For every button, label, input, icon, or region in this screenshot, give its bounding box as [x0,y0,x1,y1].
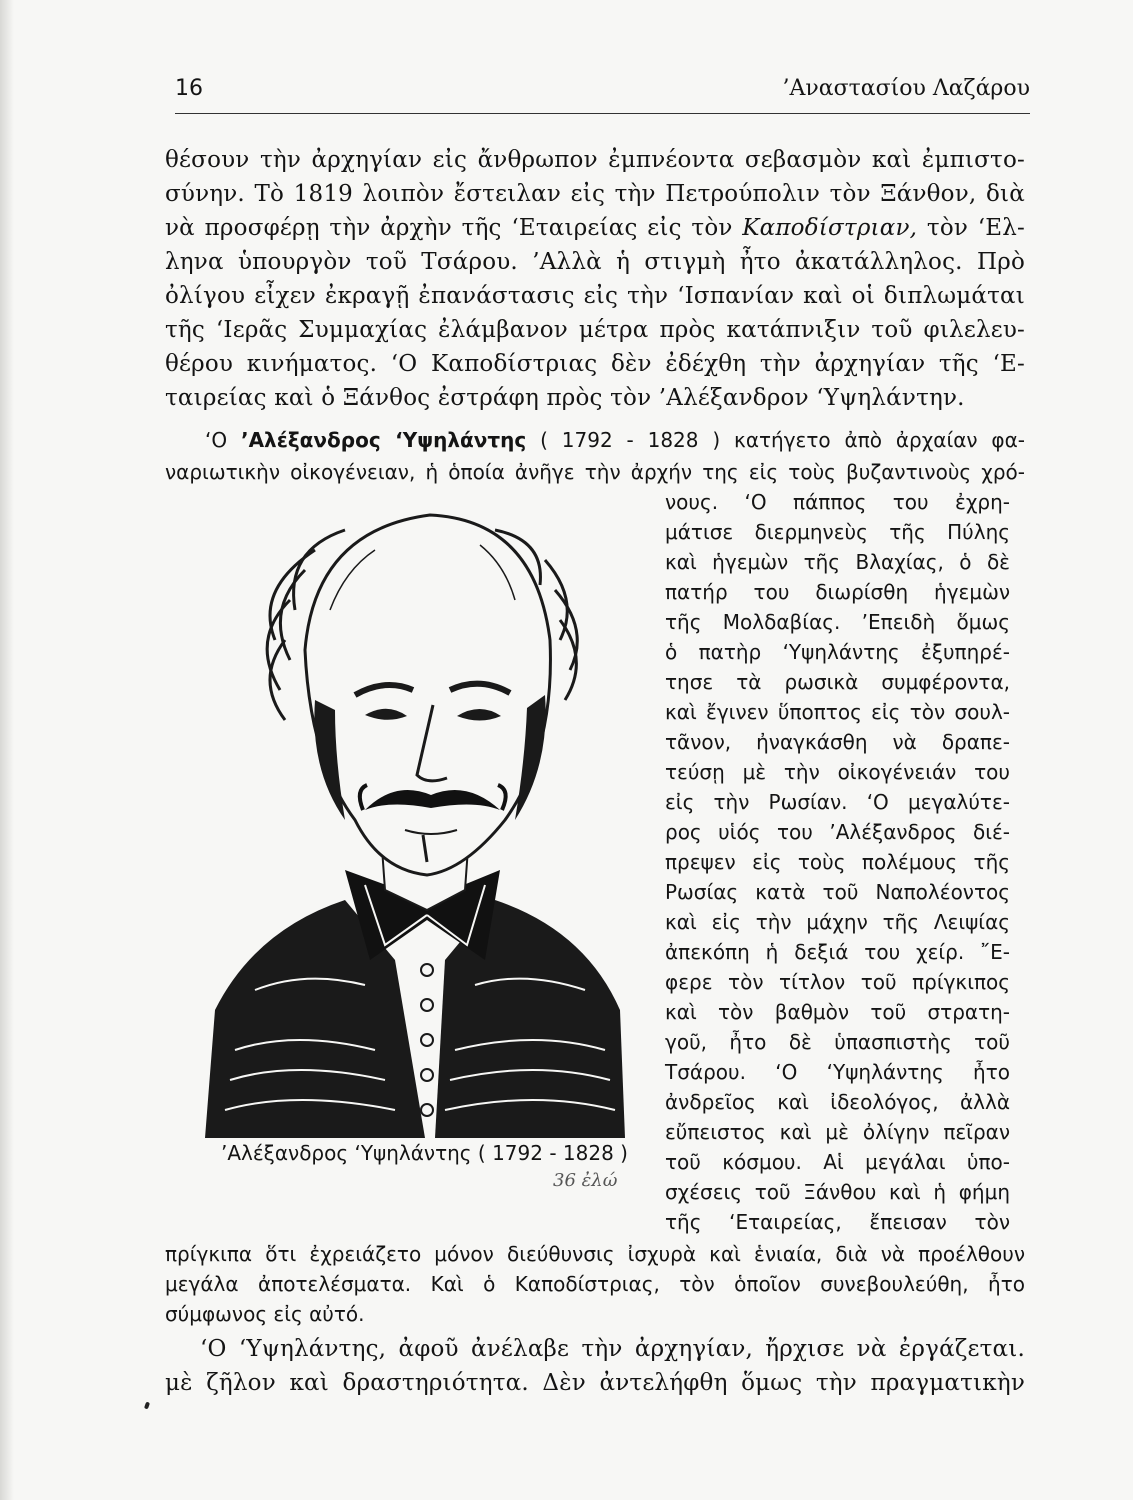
text-line: σύμφωνος εἰς αὐτό. [165,1302,365,1326]
text-line: τεύσῃ μὲ τὴν οἰκογένειάν του [665,760,1010,784]
running-head: ’Αναστασίου Λαζάρου [782,76,1030,101]
text-line: θέσουν τὴν ἀρχηγίαν εἰς ἄνθρωπον ἐμπνέοντα σεβασμὸν καὶ ἐμπιστο- [165,147,1025,173]
text-line: ἀπεκόπη ἡ δεξιά του χείρ. ῎Ε- [665,940,1010,964]
text-line: Τσάρου. ‘Ο ‘Υψηλάντης ἦτο [665,1060,1010,1084]
text-line: μὲ ζῆλον καὶ δραστηριότητα. Δὲν ἀντελήφθη ὅμως τὴν πραγματικὴν [165,1370,1025,1396]
text-line: ταιρείας καὶ ὁ Ξάνθος ἐστράφη πρὸς τὸν ’Αλέξανδρον ‘Υψηλάντην. [165,385,965,411]
text-line: ‘Ο ’Αλέξανδρος ‘Υψηλάντης ( 1792 - 1828 ) κατήγετο ἀπὸ ἀρχαίαν φα- [205,428,1026,452]
text-line: τῆς Μολδαβίας. ’Επειδὴ ὅμως [665,610,1010,634]
header-rule [175,113,1030,114]
text-line: μεγάλα ἀποτελέσματα. Καὶ ὁ Καποδίστριας, τὸν ὁποῖον συνεβουλεύθη, ἦτο [165,1272,1025,1296]
text-line: πατήρ του διωρίσθη ἡγεμὼν [665,580,1010,604]
text-line: γοῦ, ἦτο δὲ ὑπασπιστὴς τοῦ [665,1030,1010,1054]
text-line: Ρωσίας κατὰ τοῦ Ναπολέοντος [665,880,1010,904]
text-line: καὶ εἰς τὴν μάχην τῆς Λειψίας [665,910,1010,934]
text-line: τᾶνον, ἠναγκάσθη νὰ δραπε- [665,730,1010,754]
text-line: σύνην. Τὸ 1819 λοιπὸν ἔστειλαν εἰς τὴν Πετρούπολιν τὸν Ξάνθον, διὰ [165,181,1025,207]
text-line: νὰ προσφέρῃ τὴν ἀρχὴν τῆς ‘Εταιρείας εἰς τὸν Καποδίστριαν, τὸν ‘Ελ- [165,215,1025,241]
text-line: τῆς ‘Εταιρείας, ἔπεισαν τὸν [665,1210,1010,1234]
text-line: τοῦ κόσμου. Αἱ μεγάλαι ὑπο- [665,1150,1010,1174]
text-line: καὶ ἡγεμὼν τῆς Βλαχίας, ὁ δὲ [665,550,1010,574]
text-line: μάτισε διερμηνεὺς τῆς Πύλης [665,520,1010,544]
text-line: θέρου κινήματος. ‘Ο Καποδίστριας δὲν ἐδέχθη τὴν ἀρχηγίαν τῆς ‘Ε- [165,351,1025,377]
page-number: 16 [175,76,203,101]
text-line: καὶ ἔγινεν ὕποπτος εἰς τὸν σουλ- [665,700,1010,724]
text-line: εὔπειστος καὶ μὲ ὀλίγην πεῖραν [665,1120,1010,1144]
text-line: ναριωτικὴν οἰκογένειαν, ἡ ὁποία ἀνῆγε τὴν ἀρχήν της εἰς τοὺς βυζαντινοὺς χρό- [165,460,1025,484]
text-line: ὁ πατὴρ ‘Υψηλάντης ἐξυπηρέ- [665,640,1010,664]
portrait-caption: ’Αλέξανδρος ‘Υψηλάντης ( 1792 - 1828 ) [221,1141,628,1165]
text-line: ὀλίγου εἶχεν ἐκραγῇ ἐπανάστασις εἰς τὴν ‘Ισπανίαν καὶ οἱ διπλωμάται [165,283,1025,309]
text-line: νους. ‘Ο πάππος του ἐχρη- [665,490,1010,514]
text-line: σχέσεις τοῦ Ξάνθου καὶ ἡ φήμη [665,1180,1010,1204]
text-line: ρος υἱός του ’Αλέξανδρος διέ- [665,820,1010,844]
text-line: τησε τὰ ρωσικὰ συμφέροντα, [665,670,1010,694]
bold-name: ’Αλέξανδρος ‘Υψηλάντης [240,428,527,452]
text-line: πρεψεν εἰς τοὺς πολέμους τῆς [665,850,1010,874]
text-line: ἀνδρεῖος καὶ ἰδεολόγος, ἀλλὰ [665,1090,1010,1114]
text-line: ληνα ὑπουργὸν τοῦ Τσάρου. ’Αλλὰ ἡ στιγμὴ ἦτο ἀκατάλληλος. Πρὸ [165,249,1025,275]
portrait-illustration [195,490,635,1138]
page-header [175,76,1030,112]
text-line: ‘Ο ‘Υψηλάντης, ἀφοῦ ἀνέλαβε τὴν ἀρχηγίαν, ἤρχισε νὰ ἐργάζεται. [200,1336,1025,1362]
text-line: φερε τὸν τίτλον τοῦ πρίγκιπος [665,970,1010,994]
text-line: εἰς τὴν Ρωσίαν. ‘Ο μεγαλύτε- [665,790,1010,814]
handwritten-note: 36 ἐλώ [553,1170,618,1191]
text-line: τῆς ‘Ιερᾶς Συμμαχίας ἐλάμβανον μέτρα πρὸς κατάπνιξιν τοῦ φιλελευ- [165,317,1025,343]
text-line: πρίγκιπα ὅτι ἐχρειάζετο μόνον διεύθυνσις ἰσχυρὰ καὶ ἑνιαία, διὰ νὰ προέλθουν [165,1242,1025,1266]
ink-speck [144,1402,150,1410]
binding-shadow [0,0,14,1500]
italic-name: Καποδίστριαν, [742,215,918,241]
text-line: καὶ τὸν βαθμὸν τοῦ στρατη- [665,1000,1010,1024]
